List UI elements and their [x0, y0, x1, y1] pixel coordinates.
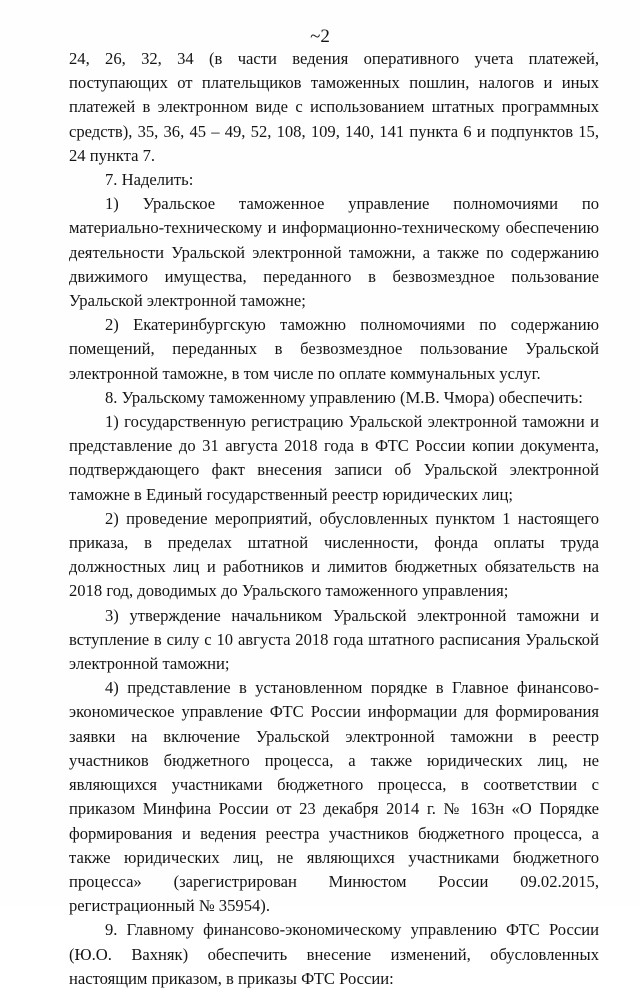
- paragraph-item-8-4: 4) представление в установленном порядке в Главное финансово-экономическое управление ФТС России информации для формирования заявки на включение Уральской электронной таможни в реестр участников бюджетного процесса, а также юридических лиц, не являющихся участниками бюджетного процесса, в соответствии с приказом Минфина России от 23 декабря 2014 г. № 163н «О Порядке формирования и ведения реестра участников бюджетного процесса, а также юридических лиц, не являющихся участниками бюджетного процесса» (зарегистрирован Минюстом России 09.02.2015, регистрационный № 35954).: [69, 678, 599, 916]
- paragraph-item-7: 7. Наделить:: [105, 170, 194, 190]
- paragraph-item-8: 8. Уральскому таможенному управлению (М.В. Чмора) обеспечить:: [105, 387, 583, 407]
- paragraph-continuation: 24, 26, 32, 34 (в части ведения оперативного учета платежей, поступающих от плательщиков таможенных пошлин, налогов и иных платежей в электронном виде с использованием штатных программных средств), 35, 36, 45 – 49, 52, 108, 109, 140, 141 пункта 6 и подпунктов 15, 24 пункта 7.: [69, 49, 599, 165]
- document-body: [69, 47, 599, 991]
- paragraph-item-7-2: 2) Екатеринбургскую таможню полномочиями по содержанию помещений, переданных в безвозмездное пользование Уральской электронной таможне, в том числе по оплате коммунальных услуг.: [69, 315, 599, 383]
- paragraph-item-9: 9. Главному финансово-экономическому управлению ФТС России (Ю.О. Вахняк) обеспечить внесение изменений, обусловленных настоящим приказом, в приказы ФТС России:: [69, 920, 599, 988]
- paragraph-item-8-2: 2) проведение мероприятий, обусловленных пунктом 1 настоящего приказа, в пределах штатной численности, фонда оплаты труда должностных лиц и работников и лимитов бюджетных обязательств на 2018 год, доводимых до Уральского таможенного управления;: [69, 508, 599, 601]
- page-number: ~2: [310, 26, 330, 47]
- paragraph-item-7-1: 1) Уральское таможенное управление полномочиями по материально-техническому и информационно-техническому обеспечению деятельности Уральской электронной таможни, а также по содержанию движимого имущества, переданного в безвозмездное пользование Уральской электронной таможне;: [69, 194, 599, 311]
- paragraph-item-8-3: 3) утверждение начальником Уральской электронной таможни и вступление в силу с 10 августа 2018 года штатного расписания Уральской электронной таможни;: [69, 605, 599, 674]
- paragraph-item-8-1: 1) государственную регистрацию Уральской электронной таможни и представление до 31 августа 2018 года в ФТС России копии документа, подтверждающего факт внесения записи об Уральской электронной таможне в Единый государственный реестр юридических лиц;: [69, 412, 599, 504]
